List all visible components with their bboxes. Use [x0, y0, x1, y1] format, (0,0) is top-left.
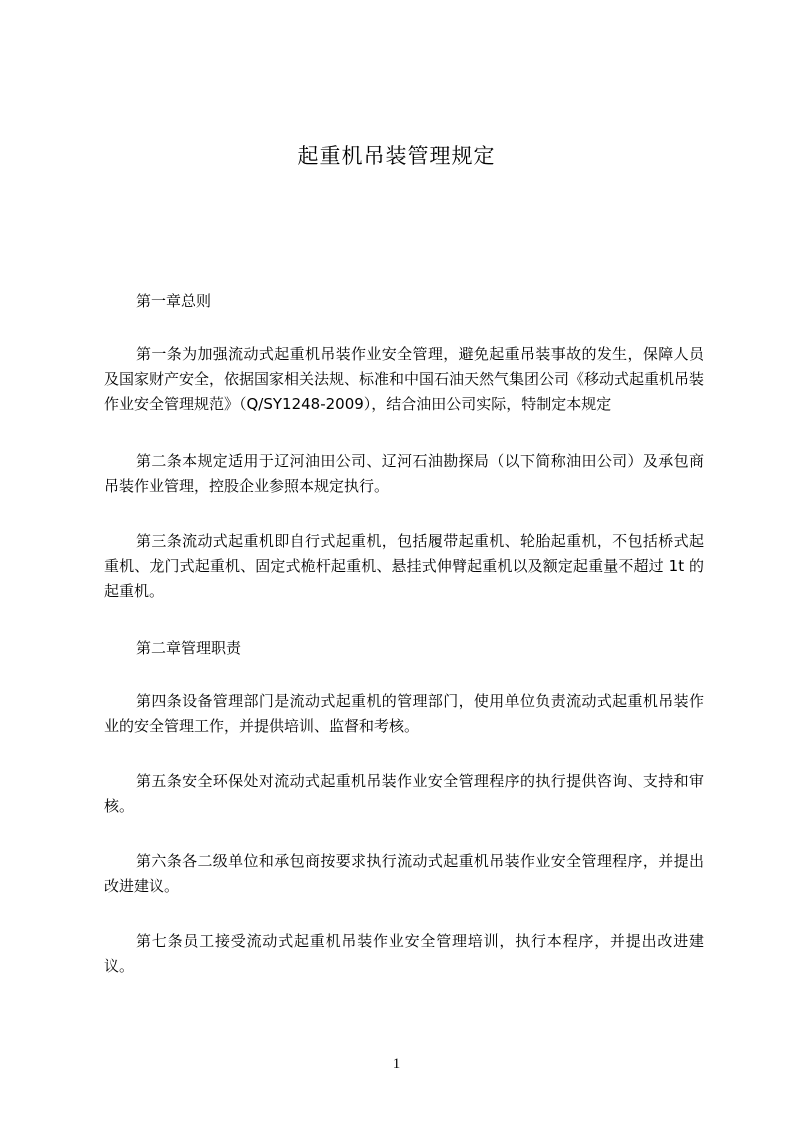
document-title: 起重机吊装管理规定: [297, 144, 496, 168]
article-4: 第四条设备管理部门是流动式起重机的管理部门，使用单位负责流动式起重机吊装作业的安全管理工作，并提供培训、监督和考核。: [104, 692, 704, 735]
article-5: 第五条安全环保处对流动式起重机吊装作业安全管理程序的执行提供咨询、支持和审核。: [104, 772, 704, 815]
article-6: 第六条各二级单位和承包商按要求执行流动式起重机吊装作业安全管理程序，并提出改进建议。: [104, 852, 704, 895]
article-3: 第三条流动式起重机即自行式起重机，包括履带起重机、轮胎起重机，不包括桥式起重机、龙门式起重机、固定式桅杆起重机、悬挂式伸臂起重机以及额定起重量不超过 1t 的起重机。: [104, 532, 704, 600]
article-1: 第一条为加强流动式起重机吊装作业安全管理，避免起重吊装事故的发生，保障人员及国家财产安全，依据国家相关法规、标准和中国石油天然气集团公司《移动式起重机吊装作业安全管理规范》（Q/SY1248-2009），结合油田公司实际，特制定本规定: [104, 345, 705, 413]
article-7: 第七条员工接受流动式起重机吊装作业安全管理培训，执行本程序，并提出改进建议。: [104, 932, 704, 975]
page-number: 1: [392, 1056, 401, 1072]
chapter-heading-1: 第一章总则: [136, 292, 212, 310]
article-2: 第二条本规定适用于辽河油田公司、辽河石油勘探局（以下简称油田公司）及承包商吊装作业管理，控股企业参照本规定执行。: [104, 452, 704, 495]
chapter-heading-2: 第二章管理职责: [136, 639, 242, 657]
